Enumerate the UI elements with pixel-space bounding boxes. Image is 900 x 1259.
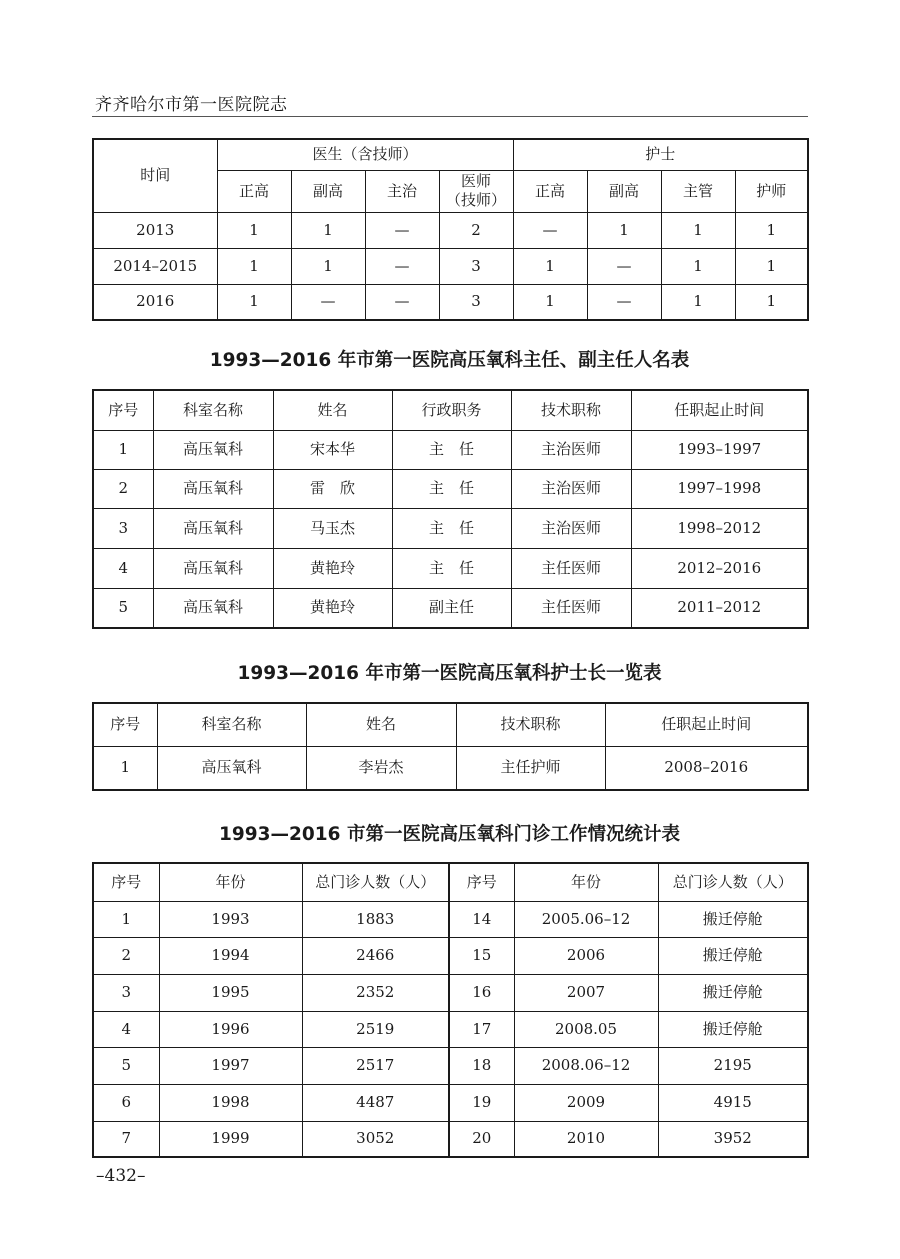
table-cell: 2012–2016	[631, 548, 808, 588]
time-header: 时间	[93, 139, 217, 212]
table-cell: 1	[93, 901, 159, 937]
table-cell: 2016	[93, 284, 217, 320]
table-cell: 1	[513, 284, 587, 320]
table-cell: 副主任	[392, 588, 511, 628]
table-cell: 17	[449, 1011, 514, 1047]
table-row	[93, 508, 808, 548]
table-cell: —	[587, 248, 661, 284]
table-cell: 1	[217, 284, 291, 320]
table-cell: 19	[449, 1084, 514, 1121]
table-cell: —	[365, 248, 439, 284]
table-cell: 1	[735, 248, 808, 284]
table-row	[93, 937, 808, 974]
table-cell: 2006	[514, 937, 658, 974]
col-header: 技术职称	[511, 390, 631, 430]
col-header: 任职起止时间	[631, 390, 808, 430]
table-cell: 3052	[302, 1121, 449, 1157]
table-cell: 1	[661, 248, 735, 284]
col-header: 科室名称	[153, 390, 273, 430]
table-cell: 4915	[658, 1084, 808, 1121]
table-header-row	[93, 863, 808, 901]
table-cell: 2013	[93, 212, 217, 248]
col-header: 序号	[93, 390, 153, 430]
table-row	[93, 974, 808, 1011]
table-cell: 18	[449, 1047, 514, 1084]
table-cell: —	[365, 212, 439, 248]
table-cell: 高压氧科	[153, 508, 273, 548]
table-cell: 4487	[302, 1084, 449, 1121]
table-cell: 主 任	[392, 469, 511, 508]
table-cell: 3	[439, 248, 513, 284]
col-header: 总门诊人数（人）	[658, 863, 808, 901]
table-row	[93, 430, 808, 469]
table-cell: 高压氧科	[153, 588, 273, 628]
table-cell: 1996	[159, 1011, 302, 1047]
table-cell: 黄艳玲	[273, 588, 392, 628]
table-cell: 20	[449, 1121, 514, 1157]
table-header-row	[93, 703, 808, 746]
col-header: 主管	[661, 170, 735, 212]
table-row	[93, 212, 808, 248]
col-header: 序号	[449, 863, 514, 901]
col-header: 科室名称	[157, 703, 306, 746]
table-cell: 14	[449, 901, 514, 937]
section-title: 1993—2016 市第一医院高压氧科门诊工作情况统计表	[219, 824, 680, 845]
table-row	[93, 548, 808, 588]
col-header: 主治	[365, 170, 439, 212]
col-header: 副高	[291, 170, 365, 212]
table-cell: 1998–2012	[631, 508, 808, 548]
table-cell: 2014–2015	[93, 248, 217, 284]
table-cell: 主 任	[392, 548, 511, 588]
table-cell: 2517	[302, 1047, 449, 1084]
col-header: 正高	[217, 170, 291, 212]
table-cell: 高压氧科	[153, 430, 273, 469]
col-header-line: 医师	[461, 172, 492, 191]
table-cell: 1	[291, 248, 365, 284]
table-cell: 4	[93, 1011, 159, 1047]
table-cell: 主 任	[392, 508, 511, 548]
table-cell: 1883	[302, 901, 449, 937]
table-cell: 李岩杰	[306, 746, 456, 790]
table-row	[93, 588, 808, 628]
table-cell: 1999	[159, 1121, 302, 1157]
table-row	[93, 1047, 808, 1084]
table-row	[93, 1011, 808, 1047]
table-cell: 1994	[159, 937, 302, 974]
table-cell: 5	[93, 588, 153, 628]
table-cell: 1	[217, 212, 291, 248]
table-cell: 7	[93, 1121, 159, 1157]
table-cell: 2007	[514, 974, 658, 1011]
col-header: 姓名	[306, 703, 456, 746]
table-cell: 1	[661, 284, 735, 320]
table-cell: 2005.06–12	[514, 901, 658, 937]
col-header: 行政职务	[392, 390, 511, 430]
header-rule	[92, 116, 808, 117]
table-cell: 2195	[658, 1047, 808, 1084]
table-cell: 1995	[159, 974, 302, 1011]
table-cell: 2008–2016	[605, 746, 808, 790]
table-cell: 主治医师	[511, 469, 631, 508]
table-row	[93, 746, 808, 790]
table-cell: 1	[513, 248, 587, 284]
table-cell: 2009	[514, 1084, 658, 1121]
table-cell: 主治医师	[511, 430, 631, 469]
col-header: 年份	[159, 863, 302, 901]
col-header	[439, 170, 513, 212]
table-cell: 2	[439, 212, 513, 248]
table-cell: 高压氧科	[153, 469, 273, 508]
table-header-row	[93, 390, 808, 430]
outpatient-table	[92, 862, 809, 1158]
table-cell: 1	[217, 248, 291, 284]
table-cell: 搬迁停舱	[658, 937, 808, 974]
col-header: 序号	[93, 703, 157, 746]
staff-table	[92, 138, 809, 321]
table-cell: 雷 欣	[273, 469, 392, 508]
table-cell: 1993–1997	[631, 430, 808, 469]
head-nurse-table	[92, 702, 809, 791]
nurse-group-header: 护士	[513, 139, 808, 170]
table-cell: 宋本华	[273, 430, 392, 469]
table-row	[93, 1084, 808, 1121]
table-cell: —	[587, 284, 661, 320]
table-cell: 2008.05	[514, 1011, 658, 1047]
table-cell: 主任医师	[511, 588, 631, 628]
table-cell: 黄艳玲	[273, 548, 392, 588]
table-cell: 2519	[302, 1011, 449, 1047]
table-cell: 3	[439, 284, 513, 320]
table-row	[93, 248, 808, 284]
table-row	[93, 284, 808, 320]
table-cell: 2	[93, 469, 153, 508]
table-cell: 2008.06–12	[514, 1047, 658, 1084]
table-cell: 主任医师	[511, 548, 631, 588]
table-cell: 15	[449, 937, 514, 974]
table-cell: 搬迁停舱	[658, 974, 808, 1011]
table-cell: 1	[661, 212, 735, 248]
table-cell: 高压氧科	[153, 548, 273, 588]
col-header: 技术职称	[456, 703, 605, 746]
table-row	[93, 1121, 808, 1157]
col-header: 副高	[587, 170, 661, 212]
col-header: 任职起止时间	[605, 703, 808, 746]
table-cell: 1	[93, 746, 157, 790]
table-cell: 1	[587, 212, 661, 248]
col-header: 正高	[513, 170, 587, 212]
col-header-line: （技师）	[446, 191, 507, 209]
table-row	[93, 469, 808, 508]
section-title: 1993—2016 年市第一医院高压氧科主任、副主任人名表	[209, 350, 690, 371]
table-cell: 6	[93, 1084, 159, 1121]
table-cell: 1	[291, 212, 365, 248]
col-header: 年份	[514, 863, 658, 901]
table-cell: 4	[93, 548, 153, 588]
table-cell: 2466	[302, 937, 449, 974]
table-cell: 2352	[302, 974, 449, 1011]
table-cell: 搬迁停舱	[658, 1011, 808, 1047]
table-cell: 1	[93, 430, 153, 469]
table-row	[93, 901, 808, 937]
table-cell: 3952	[658, 1121, 808, 1157]
table-cell: 2011–2012	[631, 588, 808, 628]
table-cell: 高压氧科	[157, 746, 306, 790]
table-cell: 2	[93, 937, 159, 974]
table-cell: 搬迁停舱	[658, 901, 808, 937]
table-cell: 1997	[159, 1047, 302, 1084]
col-header: 护师	[735, 170, 808, 212]
table-cell: 3	[93, 508, 153, 548]
table-cell: —	[291, 284, 365, 320]
table-cell: —	[513, 212, 587, 248]
table-cell: 主治医师	[511, 508, 631, 548]
page-number: –432–	[96, 1166, 146, 1186]
col-header: 序号	[93, 863, 159, 901]
table-cell: 主任护师	[456, 746, 605, 790]
table-cell: 16	[449, 974, 514, 1011]
col-header: 姓名	[273, 390, 392, 430]
col-header: 总门诊人数（人）	[302, 863, 449, 901]
director-table	[92, 389, 809, 629]
table-cell: 1	[735, 284, 808, 320]
table-cell: 主 任	[392, 430, 511, 469]
table-cell: 1	[735, 212, 808, 248]
table-cell: 2010	[514, 1121, 658, 1157]
running-head: 齐齐哈尔市第一医院院志	[95, 95, 288, 115]
table-cell: —	[365, 284, 439, 320]
table-cell: 5	[93, 1047, 159, 1084]
doctor-group-header: 医生（含技师）	[217, 139, 513, 170]
table-cell: 1997–1998	[631, 469, 808, 508]
table-cell: 1998	[159, 1084, 302, 1121]
table-cell: 马玉杰	[273, 508, 392, 548]
table-cell: 3	[93, 974, 159, 1011]
table-cell: 1993	[159, 901, 302, 937]
section-title: 1993—2016 年市第一医院高压氧科护士长一览表	[237, 663, 662, 684]
